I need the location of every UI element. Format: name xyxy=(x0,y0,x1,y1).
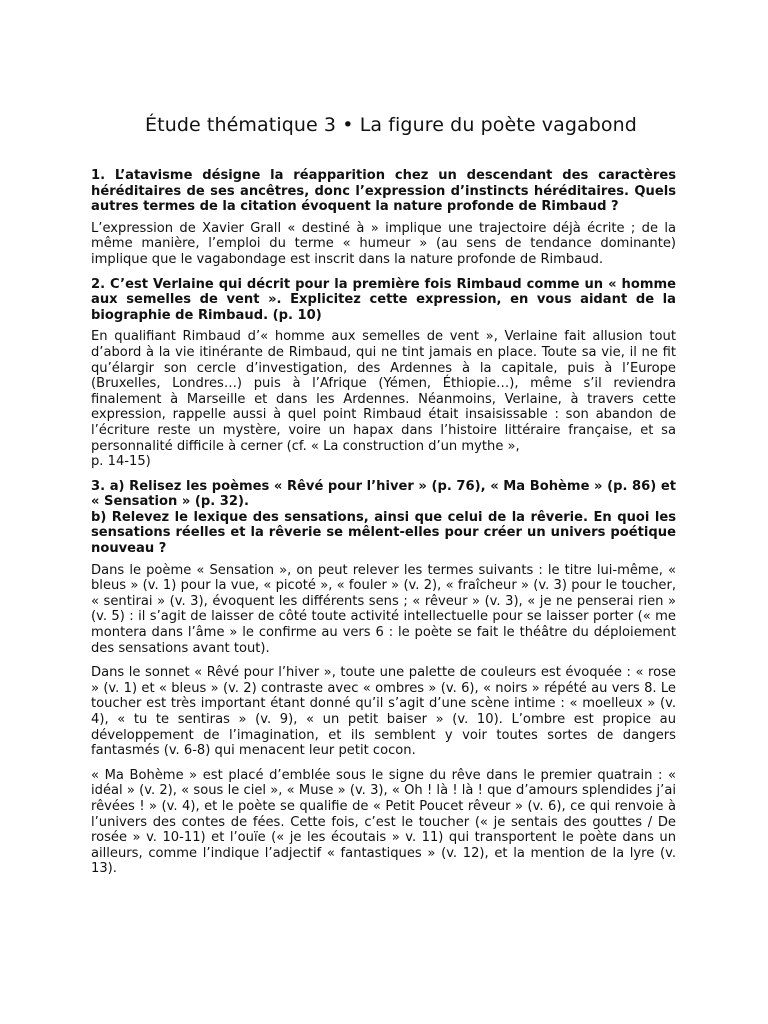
question-2: 2. C’est Verlaine qui décrit pour la première fois Rimbaud comme un « homme aux semelles de vent ». Explicitez cette expression, en vous aidant de la biographie de Rimbaud. (p. 10) xyxy=(91,276,676,323)
question-3b: b) Relevez le lexique des sensations, ainsi que celui de la rêverie. En quoi les sensations réelles et la rêverie se mêlent-elles pour créer un univers poétique nouveau ? xyxy=(91,509,676,557)
page-title: Étude thématique 3 • La figure du poète vagabond xyxy=(145,114,637,136)
answer-3-reve-pour-hiver: Dans le sonnet « Rêvé pour l’hiver », toute une palette de couleurs est évoquée : « rose » (v. 1) et « bleus » (v. 2) contraste avec « ombres » (v. 6), « noirs » répété au vers 8. Le toucher est très important étant donné qu’il s’agit d’une scène intime : « moelleux » (v. 4), « tu te sentiras » (v. 9), « un petit baiser » (v. 10). L’ombre est propice au développement de l’imagination, et ils semblent y voir toutes sortes de dangers fantasmés (v. 6-8) qui menacent leur petit cocon. xyxy=(91,665,676,759)
question-3 xyxy=(91,479,676,557)
answer-2-text: En qualifiant Rimbaud d’« homme aux semelles de vent », Verlaine fait allusion tout d’abord à la vie itinérante de Rimbaud, qui ne tint jamais en place. Toute sa vie, il ne fit qu’élargir son cercle d’investigation, des Ardennes à la capitale, puis à l’Europe (Bruxelles, Londres…) puis à l’Afrique (Yémen, Éthiopie…), même s’il reviendra finalement à Marseille et dans les Ardennes. Néanmoins, Verlaine, à travers cette expression, rappelle aussi à quel point Rimbaud était insaisissable : son abandon de l’écriture reste un mystère, voire un hapax dans l’histoire littéraire française, et sa personnalité difficile à cerner (cf. « La construction d’un mythe », xyxy=(91,329,676,454)
document-body xyxy=(91,168,676,886)
answer-3-ma-boheme: « Ma Bohème » est placé d’emblée sous le signe du rêve dans le premier quatrain : « idéal » (v. 2), « sous le ciel », « Muse » (v. 3), « Oh ! là ! là ! que d’amours splendides j’ai rêvées ! » (v. 4), et le poète se qualifie de « Petit Poucet rêveur » (v. 6), ce qui renvoie à l’univers des contes de fées. Cette fois, c’est le toucher (« je sentais des gouttes / De rosée » v. 10-11) et l’ouïe (« je les écoutais » v. 11) qui transportent le poète dans un ailleurs, comme l’indique l’adjectif « fantastiques » (v. 12), et la mention de la lyre (v. 13). xyxy=(91,767,676,877)
answer-2-page-ref: p. 14-15) xyxy=(91,454,151,470)
answer-2 xyxy=(91,329,676,469)
answer-1: L’expression de Xavier Grall « destiné à » implique une trajectoire déjà écrite ; de la même manière, l’emploi du terme « humeur » (au sens de tendance dominante) implique que le vagabondage est inscrit dans la nature profonde de Rimbaud. xyxy=(91,220,676,267)
question-3a: 3. a) Relisez les poèmes « Rêvé pour l’hiver » (p. 76), « Ma Bohème » (p. 86) et « Sensation » (p. 32). xyxy=(91,478,676,510)
question-1: 1. L’atavisme désigne la réapparition chez un descendant des caractères héréditaires de ses ancêtres, donc l’expression d’instincts héréditaires. Quels autres termes de la citation évoquent la nature profonde de Rimbaud ? xyxy=(91,168,676,215)
answer-3-sensation: Dans le poème « Sensation », on peut relever les termes suivants : le titre lui-même, « bleus » (v. 1) pour la vue, « picoté », « fouler » (v. 2), « fraîcheur » (v. 3) pour le toucher, « sentirai » (v. 3), évoquent les différents sens ; « rêveur » (v. 3), « je ne penserai rien » (v. 5) : il s’agit de laisser de côté toute activité intellectuelle pour se laisser porter (« me montera dans l’âme » le confirme au vers 6 : le poète se fait le théâtre du déploiement des sensations avant tout). xyxy=(91,562,676,656)
